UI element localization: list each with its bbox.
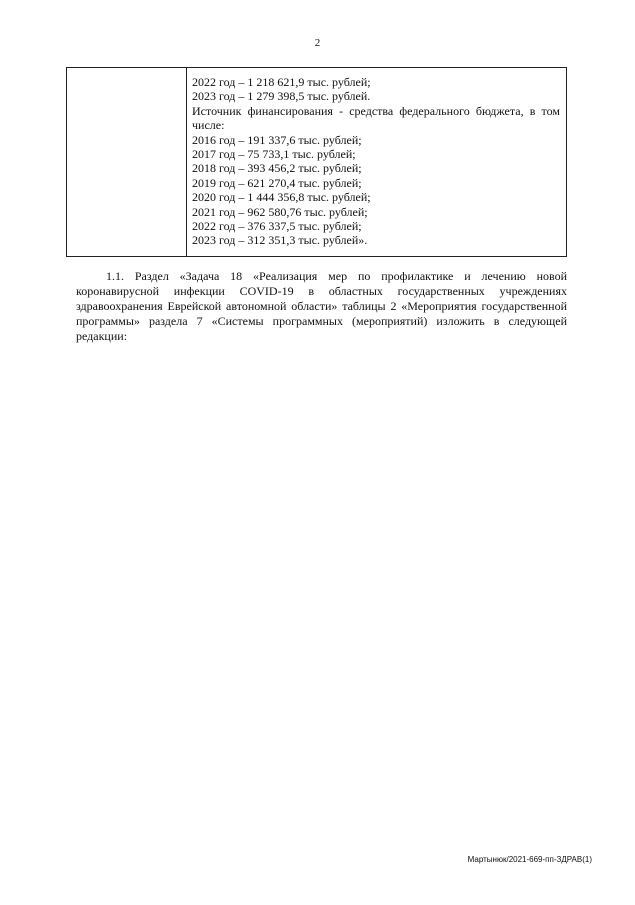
federal-funding-line: 2022 год – 376 337,5 тыс. рублей; (192, 219, 362, 234)
federal-funding-line: 2023 год – 312 351,3 тыс. рублей». (192, 233, 368, 248)
amendment-paragraph (76, 269, 567, 344)
funding-line: 2022 год – 1 218 621,9 тыс. рублей; (192, 75, 371, 89)
federal-funding-line: 2019 год – 621 270,4 тыс. рублей; (192, 175, 362, 190)
federal-funding-line: 2021 год – 962 580,76 тыс. рублей; (192, 204, 368, 219)
federal-funding-line: 2020 год – 1 444 356,8 тыс. рублей; (192, 190, 371, 205)
funding-table (66, 67, 567, 257)
document-code: Мартынюк/2021-669-пп-ЗДРАВ(1) (467, 855, 592, 864)
table-left-cell (67, 68, 187, 256)
amendment-paragraph-text: 1.1. Раздел «Задача 18 «Реализация мер по профилактике и лечению новой коронавирусной инфекции COVID-19 в областных государственных учреждениях здравоохранения Еврейской автономной области» таблицы 2 «Мероприятия государственной программы» раздела 7 «Системы программных (мероприятий) изложить в следующей редакции: (76, 269, 567, 343)
federal-funding-line: 2018 год – 393 456,2 тыс. рублей; (192, 161, 362, 176)
table-right-cell (187, 68, 566, 256)
page-number: 2 (314, 37, 321, 49)
federal-funding-line: 2017 год – 75 733,1 тыс. рублей; (192, 147, 356, 162)
funding-line: 2023 год – 1 279 398,5 тыс. рублей. (192, 89, 371, 104)
federal-funding-line: 2016 год – 191 337,6 тыс. рублей; (192, 132, 362, 147)
funding-source-heading: Источник финансирования - средства федерального бюджета, в том числе: (192, 103, 560, 133)
